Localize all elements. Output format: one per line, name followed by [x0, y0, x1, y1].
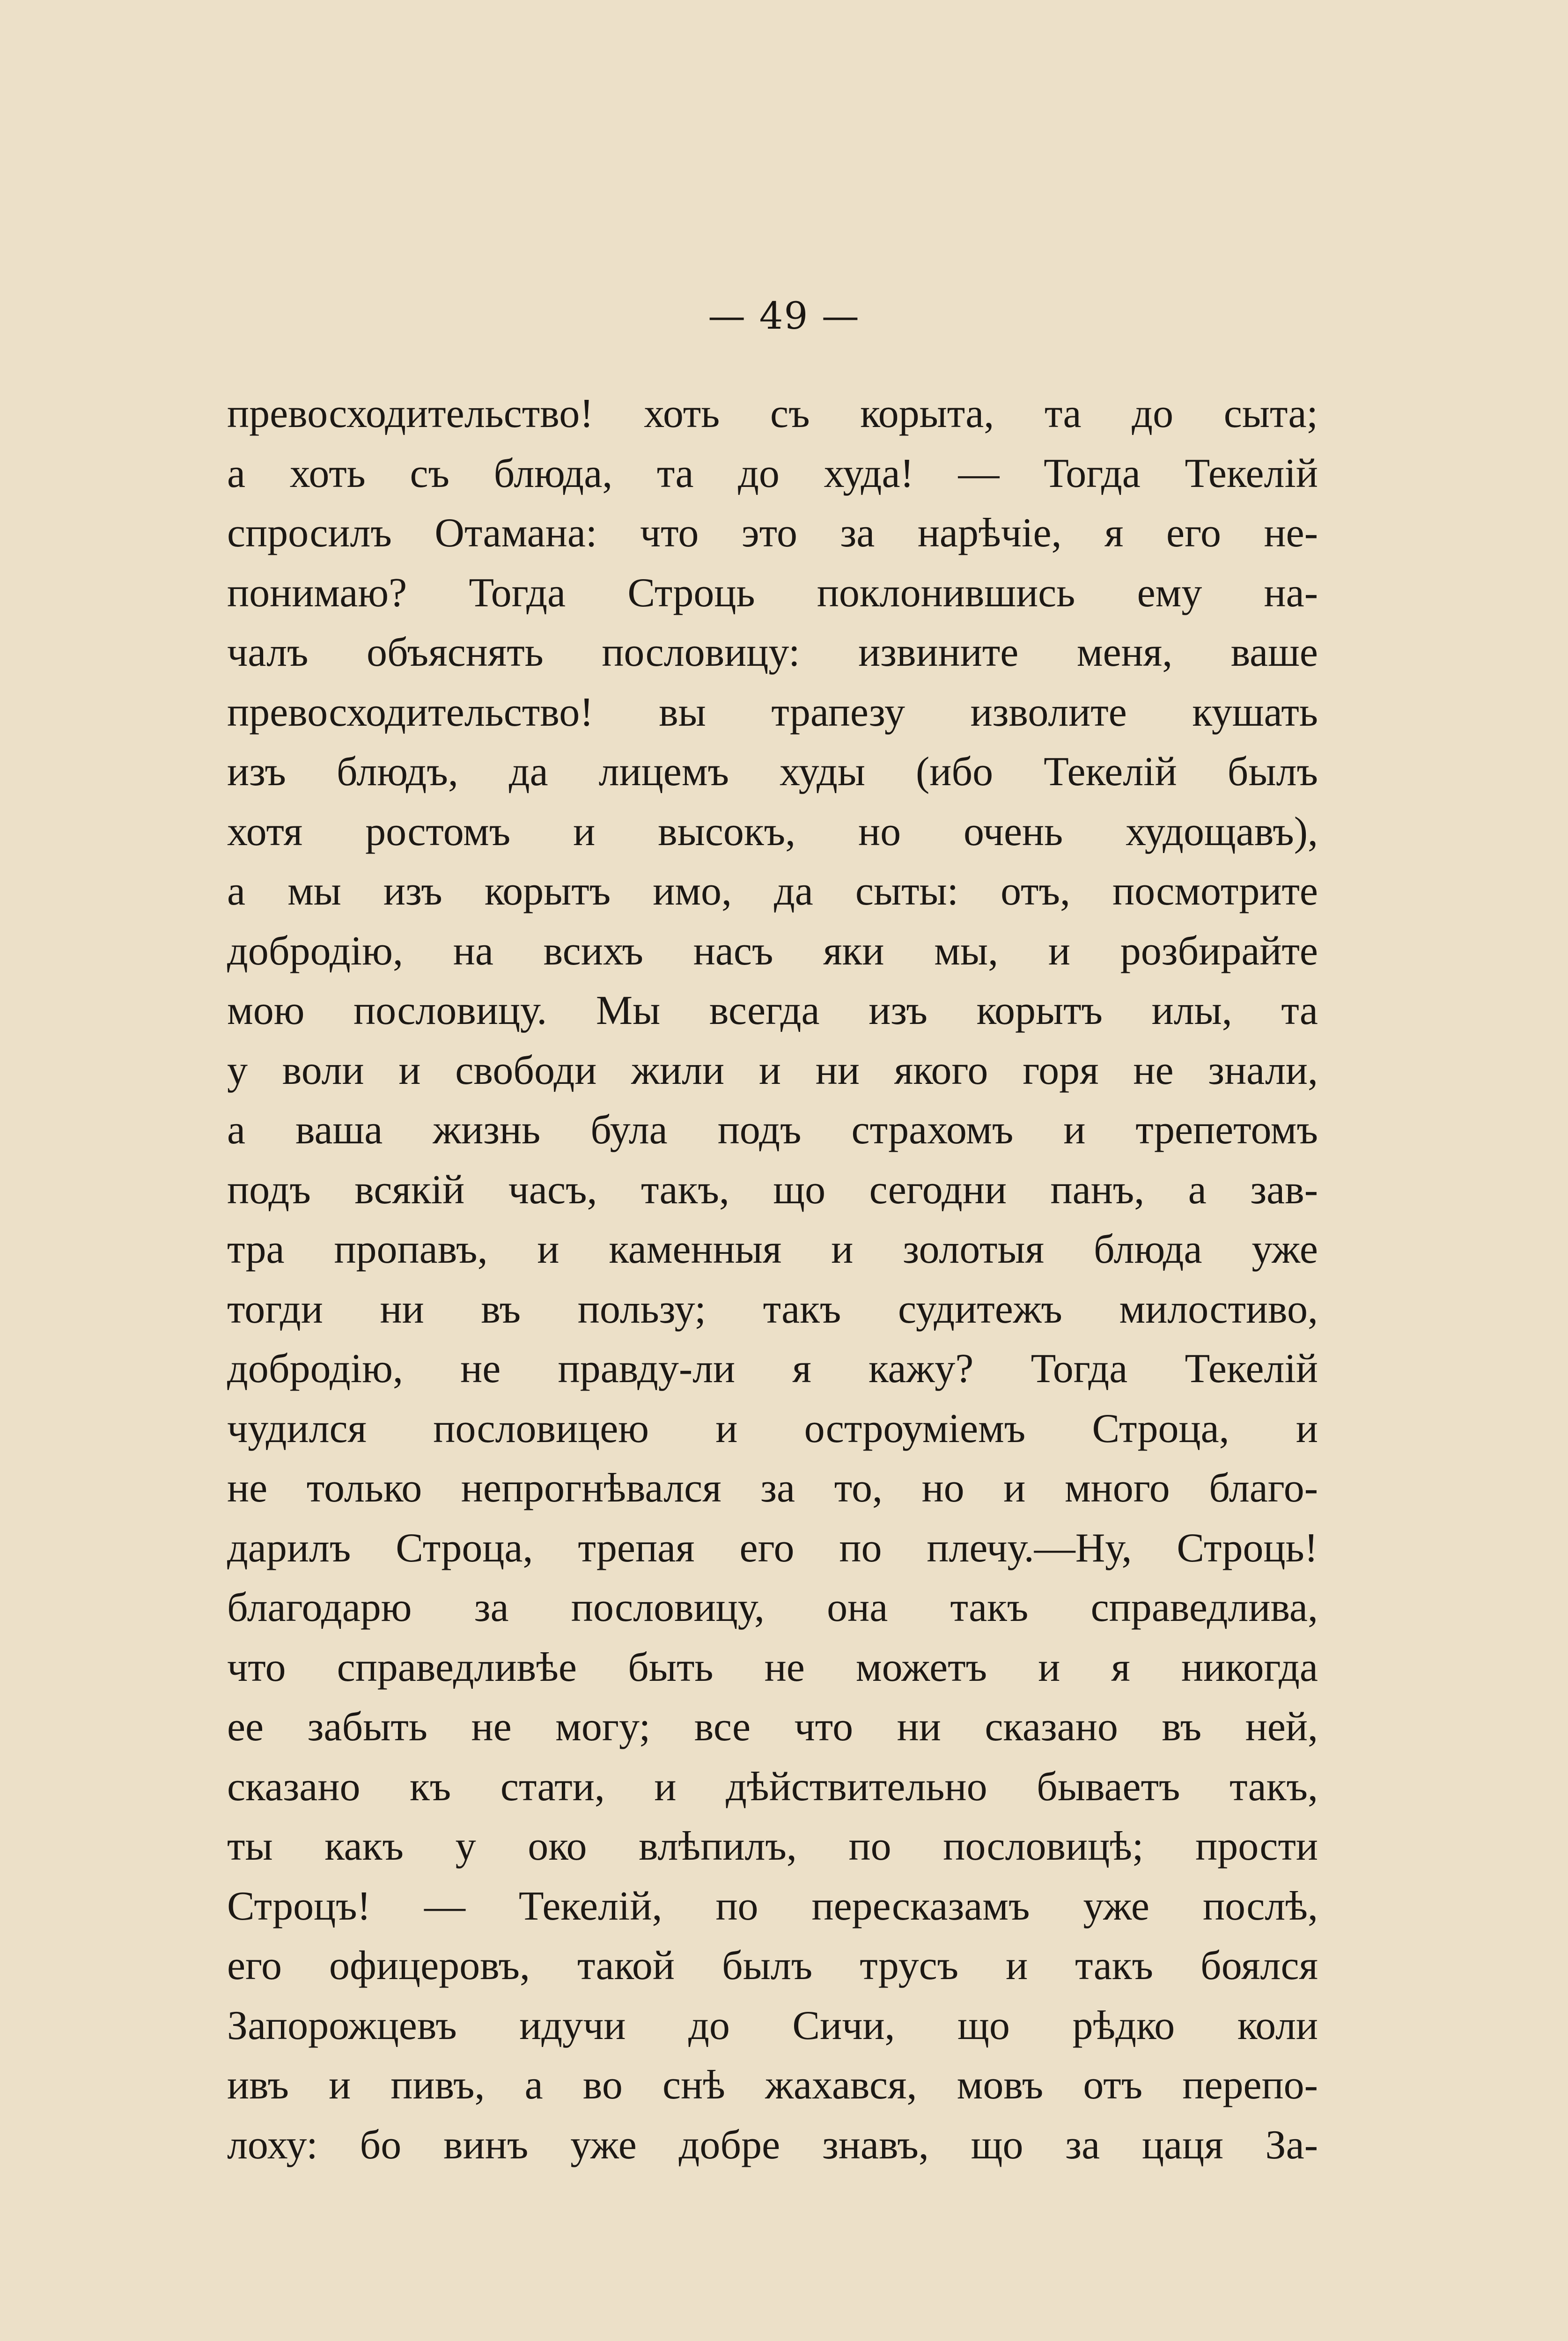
text-line: его офицеровъ, такой былъ трусъ и такъ боялся — [227, 1943, 1318, 1988]
text-line: не только непрогнѣвался за то, но и много благо- — [227, 1465, 1318, 1511]
page-number: — 49 — — [708, 294, 860, 338]
text-line: ивъ и пивъ, а во снѣ жахався, мовъ отъ перепо- — [227, 2062, 1318, 2108]
text-line: превосходительство! хоть съ корыта, та до сыта; — [227, 391, 1318, 436]
text-line: хотя ростомъ и высокъ, но очень худощавъ), — [227, 809, 1318, 854]
text-line: подъ всякій часъ, такъ, що сегодни панъ, а зав- — [227, 1167, 1318, 1213]
text-line: ее забыть не могу; все что ни сказано въ ней, — [227, 1704, 1318, 1750]
text-line: у воли и свободи жили и ни якого горя не знали, — [227, 1047, 1318, 1093]
text-line: мою пословицу. Мы всегда изъ корытъ илы, та — [227, 988, 1318, 1033]
body-text — [227, 384, 1318, 2175]
text-line: спросилъ Отамана: что это за нарѣчіе, я его не- — [227, 510, 1318, 556]
text-line: а мы изъ корытъ имо, да сыты: отъ, посмотрите — [227, 869, 1318, 914]
text-line: а хоть съ блюда, та до худа! — Тогда Текелій — [227, 450, 1318, 496]
text-line: добродію, не правду-ли я кажу? Тогда Текелій — [227, 1346, 1318, 1391]
text-line: превосходительство! вы трапезу изволите кушать — [227, 689, 1318, 735]
text-line: дарилъ Строца, трепая его по плечу.—Ну, Строць! — [227, 1525, 1318, 1571]
text-line: тра пропавъ, и каменныя и золотыя блюда уже — [227, 1227, 1318, 1272]
text-line: а ваша жизнь була подъ страхомъ и трепетомъ — [227, 1107, 1318, 1153]
text-line: благодарю за пословицу, она такъ справедлива, — [227, 1585, 1318, 1630]
text-line: понимаю? Тогда Строць поклонившись ему на- — [227, 570, 1318, 616]
text-line: чалъ объяснять пословицу: извините меня, ваше — [227, 630, 1318, 675]
text-line: ты какъ у око влѣпилъ, по пословицѣ; прости — [227, 1824, 1318, 1869]
text-line: тогди ни въ пользу; такъ судитежъ милостиво, — [227, 1286, 1318, 1332]
text-line: сказано къ стати, и дѣйствительно бываетъ такъ, — [227, 1764, 1318, 1810]
text-line: Строцъ! — Текелій, по пересказамъ уже послѣ, — [227, 1883, 1318, 1929]
text-line: лоху: бо винъ уже добре знавъ, що за цаця За- — [227, 2122, 1318, 2168]
text-line: изъ блюдъ, да лицемъ худы (ибо Текелій былъ — [227, 749, 1318, 795]
text-line: Запорожцевъ идучи до Сичи, що рѣдко коли — [227, 2002, 1318, 2048]
text-line: добродію, на всихъ насъ яки мы, и розбирайте — [227, 928, 1318, 974]
text-line: что справедливѣе быть не можетъ и я никогда — [227, 1644, 1318, 1690]
text-line: чудился пословицею и остроуміемъ Строца, и — [227, 1406, 1318, 1451]
